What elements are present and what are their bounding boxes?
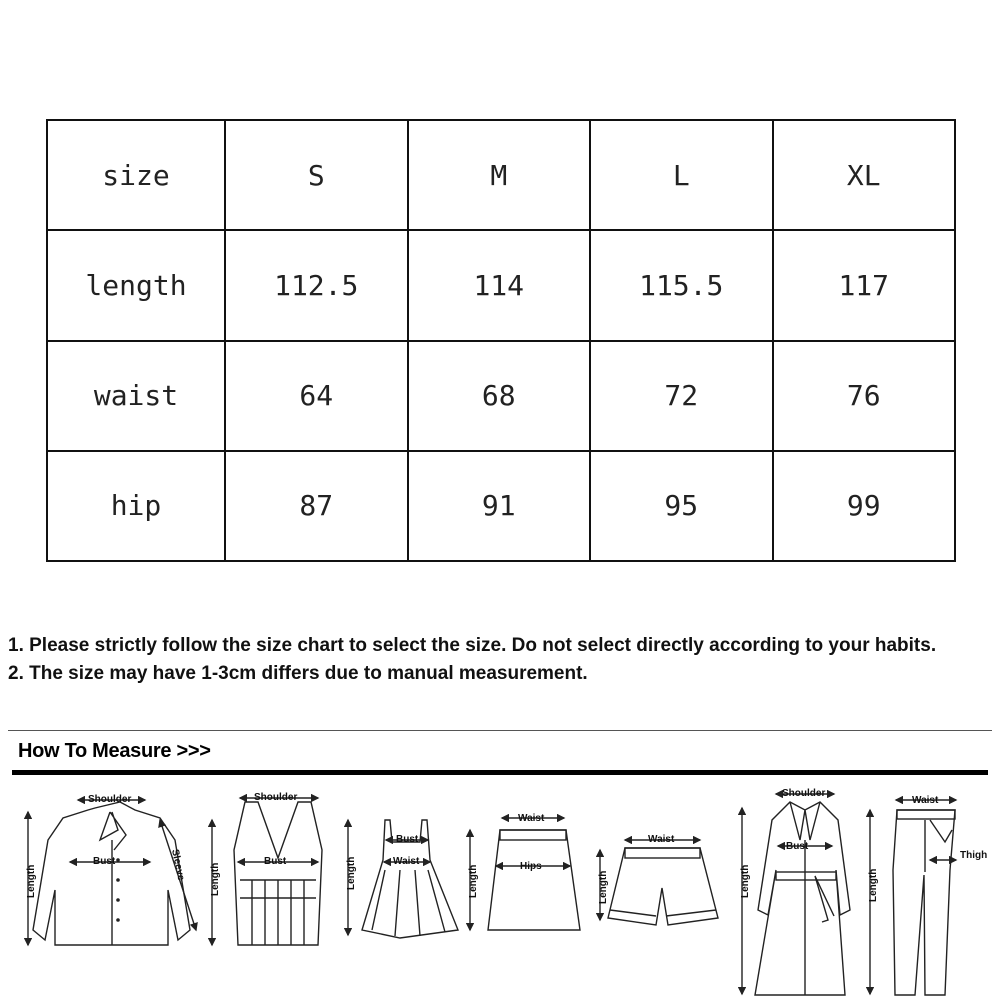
- table-cell: 76: [773, 341, 956, 451]
- table-row: [47, 341, 955, 451]
- dress-waist-label: Waist: [393, 856, 420, 867]
- table-cell: hip: [47, 451, 225, 561]
- pants-thigh-label: Thigh: [960, 850, 988, 861]
- size-notes: [8, 632, 992, 688]
- divider: [8, 730, 992, 731]
- table-header-row: [47, 120, 955, 230]
- how-to-measure-title: How To Measure >>>: [18, 740, 211, 762]
- table-row: [47, 230, 955, 340]
- coat-bust-label: Bust: [786, 841, 809, 852]
- tank-shoulder-label: Shoulder: [254, 792, 298, 803]
- pants-waist-label: Waist: [912, 795, 939, 806]
- table-cell: 99: [773, 451, 956, 561]
- measurement-illustrations: [0, 780, 1000, 1000]
- size-chart-table: [46, 119, 956, 562]
- shirt-bust-label: Bust: [93, 856, 116, 867]
- table-cell: waist: [47, 341, 225, 451]
- tank-bust-label: Bust: [264, 856, 287, 867]
- table-cell: L: [590, 120, 773, 230]
- skirt-diagram: [468, 813, 580, 930]
- table-cell: 117: [773, 230, 956, 340]
- table-cell: length: [47, 230, 225, 340]
- tank-length-label: Length: [210, 862, 221, 896]
- dress-length-label: Length: [346, 856, 357, 890]
- table-cell: 87: [225, 451, 408, 561]
- shorts-diagram: [598, 834, 718, 925]
- shorts-waist-label: Waist: [648, 834, 675, 845]
- coat-shoulder-label: Shoulder: [782, 788, 826, 799]
- table-cell: XL: [773, 120, 956, 230]
- note-line-1: 1. Please strictly follow the size chart to select the size. Do not select directly according to your habits.: [8, 635, 937, 656]
- table-cell: 112.5: [225, 230, 408, 340]
- table-cell: M: [408, 120, 591, 230]
- coat-diagram: [740, 788, 850, 995]
- shirt-diagram: [26, 794, 196, 945]
- table-row: [47, 451, 955, 561]
- table-cell: 95: [590, 451, 773, 561]
- shorts-length-label: Length: [598, 870, 609, 904]
- note-line-2: 2. The size may have 1-3cm differs due to manual measurement.: [8, 663, 588, 684]
- garment-diagrams: [0, 780, 1000, 1000]
- skirt-length-label: Length: [468, 864, 479, 898]
- pants-diagram: [868, 795, 987, 995]
- table-cell: 64: [225, 341, 408, 451]
- table-cell: 68: [408, 341, 591, 451]
- pants-length-label: Length: [868, 868, 879, 902]
- table-cell: 115.5: [590, 230, 773, 340]
- table-cell: size: [47, 120, 225, 230]
- dress-diagram: [346, 820, 458, 938]
- table-cell: 72: [590, 341, 773, 451]
- shirt-shoulder-label: Shoulder: [88, 794, 132, 805]
- skirt-hips-label: Hips: [520, 861, 542, 872]
- shirt-sleeve-label: Sleeve: [169, 848, 187, 882]
- dress-bust-label: Bust: [396, 834, 419, 845]
- table-cell: S: [225, 120, 408, 230]
- divider: [12, 770, 988, 775]
- table-cell: 114: [408, 230, 591, 340]
- skirt-waist-label: Waist: [518, 813, 545, 824]
- coat-length-label: Length: [740, 864, 751, 898]
- shirt-length-label: Length: [26, 864, 37, 898]
- tank-top-diagram: [210, 792, 322, 945]
- table-cell: 91: [408, 451, 591, 561]
